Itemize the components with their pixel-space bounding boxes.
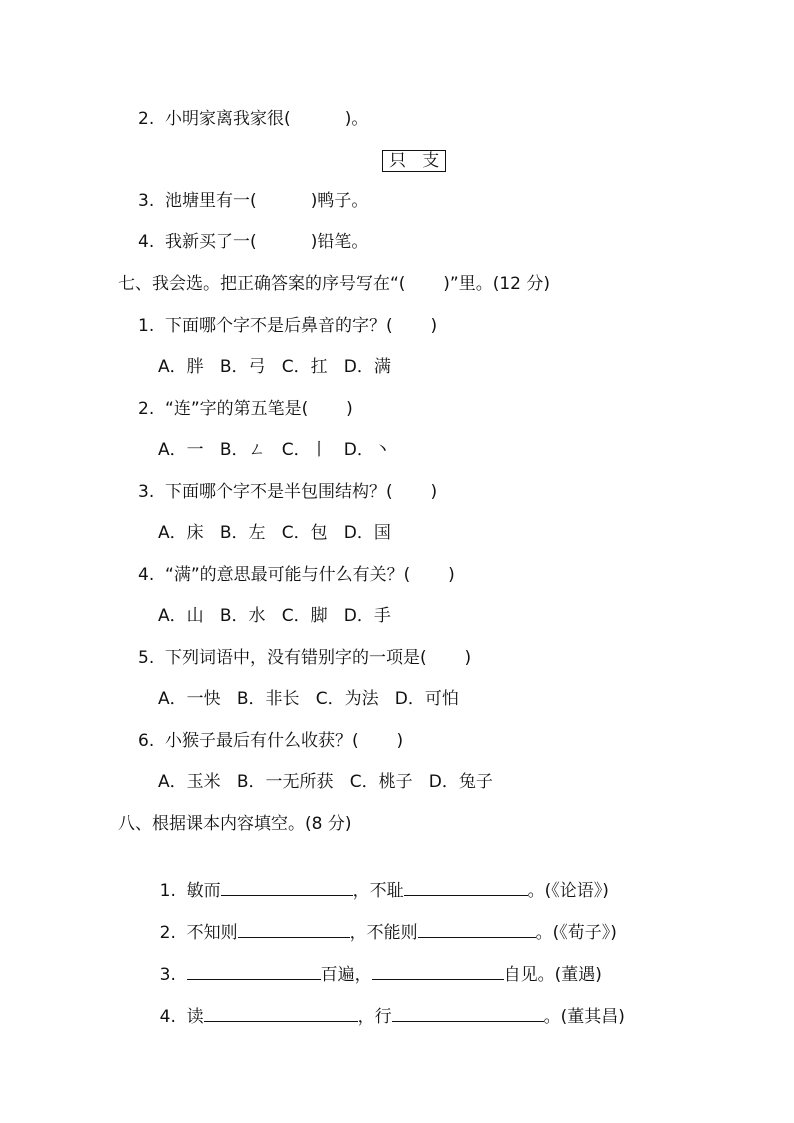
options-7-6: A．玉米 B．一无所获 C．桃子 D．兔子 [158, 772, 493, 792]
source-text: 。(《论语》) [527, 881, 609, 901]
question-7-6: 6. 小猴子最后有什么收获？( ) [138, 731, 404, 751]
question-7-1: 1. 下面哪个字不是后鼻音的字？( ) [138, 316, 438, 336]
options-7-5: A．一快 B．非长 C．为法 D．可怕 [158, 689, 459, 709]
section-7-header: 七、我会选。把正确答案的序号写在“( )”里。(12 分) [118, 274, 551, 294]
section-8-header: 八、根据课本内容填空。(8 分) [118, 814, 352, 834]
word-choice-box: 只 支 [382, 150, 446, 172]
prompt-text: 敏而 [186, 881, 221, 901]
source-text: 。(董其昌) [543, 1007, 625, 1027]
question-6-3: 3. 池塘里有一( )鸭子。 [138, 191, 369, 211]
options-7-1: A．胖 B．弓 C．扛 D．满 [158, 357, 391, 377]
answer-blank[interactable] [418, 919, 536, 938]
answer-blank[interactable] [187, 961, 321, 980]
answer-blank[interactable] [392, 1003, 544, 1022]
line-number: 4. [159, 1007, 176, 1027]
question-7-3: 3. 下面哪个字不是半包围结构？( ) [138, 482, 438, 502]
question-6-4: 4. 我新买了一( )铅笔。 [138, 232, 369, 252]
prompt-text: ，行 [357, 1007, 392, 1027]
source-text: 自见。(董遇) [503, 965, 602, 985]
line-number: 1. [159, 881, 176, 901]
answer-blank[interactable] [204, 1003, 358, 1022]
line-number: 2. [159, 923, 176, 943]
question-7-5: 5. 下列词语中，没有错别字的一项是( ) [138, 648, 472, 668]
answer-blank[interactable] [221, 877, 353, 896]
line-number: 3. [159, 965, 176, 985]
prompt-text: 不知则 [186, 923, 238, 943]
fill-line-4 [138, 981, 625, 1050]
options-7-2: A．一 B．ㄥ C．丨 D．丶 [158, 440, 391, 460]
question-7-2: 2. “连”字的第五笔是( ) [138, 399, 353, 419]
options-7-4: A．山 B．水 C．脚 D．手 [158, 606, 391, 626]
options-7-3: A．床 B．左 C．包 D．国 [158, 523, 391, 543]
prompt-text: 百遍， [320, 965, 372, 985]
answer-blank[interactable] [404, 877, 528, 896]
question-6-2: 2. 小明家离我家很( )。 [138, 109, 369, 129]
answer-blank[interactable] [372, 961, 504, 980]
prompt-text: ，不耻 [352, 881, 404, 901]
question-7-4: 4. “满”的意思最可能与什么有关？( ) [138, 565, 455, 585]
answer-blank[interactable] [238, 919, 350, 938]
prompt-text: ，不能则 [349, 923, 418, 943]
source-text: 。(《荀子》) [535, 923, 617, 943]
prompt-text: 读 [186, 1007, 204, 1027]
